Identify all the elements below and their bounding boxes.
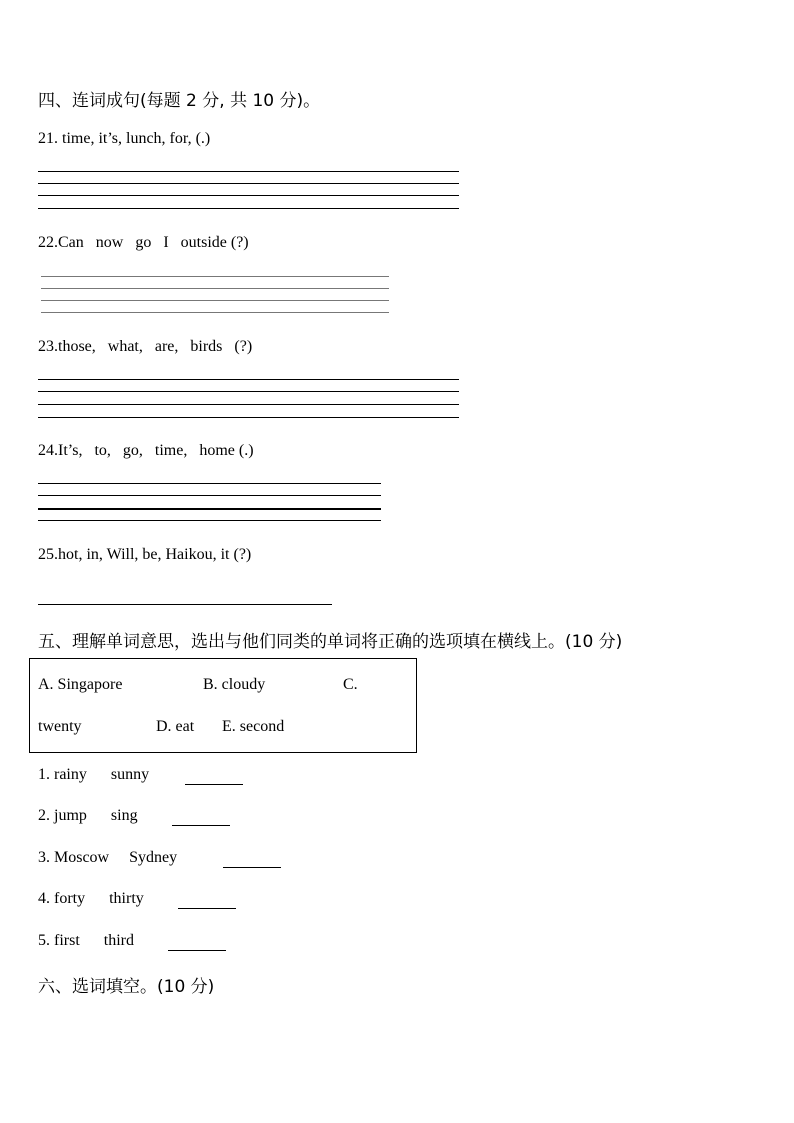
item-2: [38, 807, 138, 825]
answer-blank[interactable]: [178, 908, 236, 909]
answer-line: [38, 508, 381, 510]
option-c: C.: [343, 676, 358, 693]
answer-line: [38, 495, 381, 496]
answer-line: [38, 604, 332, 605]
answer-line: [38, 195, 459, 196]
question-24: 24.It’s, to, go, time, home (.): [38, 442, 254, 459]
answer-line: [38, 183, 459, 184]
answer-blank[interactable]: [172, 825, 230, 826]
answer-line: [41, 312, 389, 313]
answer-line: [38, 391, 459, 392]
item-5: [38, 932, 134, 950]
option-d: D. eat: [156, 718, 195, 735]
question-23: 23.those, what, are, birds (?): [38, 338, 253, 355]
answer-blank[interactable]: [168, 950, 226, 951]
answer-line: [38, 171, 459, 172]
answer-line: [41, 300, 389, 301]
answer-line: [38, 520, 381, 521]
section4-heading: 四、连词成句(每题 2 分, 共 10 分)。: [38, 91, 321, 111]
answer-line: [41, 276, 389, 277]
section5-heading: 五、理解单词意思，选出与他们同类的单词将正确的选项填在横线上。(10 分): [38, 632, 623, 652]
answer-line: [38, 417, 459, 418]
question-21: 21. time, it’s, lunch, for, (.): [38, 130, 211, 147]
item-words: 1. rainy sunny: [38, 766, 150, 783]
item-4: [38, 890, 144, 908]
question-22: 22.Can now go I outside (?): [38, 234, 249, 251]
answer-line: [38, 208, 459, 209]
option-b: B. cloudy: [203, 676, 266, 693]
answer-line: [38, 379, 459, 380]
answer-line: [38, 404, 459, 405]
option-a: A. Singapore: [38, 676, 123, 693]
item-words: 5. first third: [38, 932, 134, 949]
option-e: E. second: [222, 718, 285, 735]
option-c-word: twenty: [38, 718, 82, 735]
answer-line: [38, 483, 381, 484]
section6-heading: 六、选词填空。(10 分): [38, 977, 215, 997]
item-words: 2. jump sing: [38, 807, 138, 824]
answer-blank[interactable]: [185, 784, 243, 785]
item-words: 3. Moscow Sydney: [38, 849, 178, 866]
item-1: [38, 766, 149, 784]
item-words: 4. forty thirty: [38, 890, 144, 907]
answer-line: [41, 288, 389, 289]
item-3: [38, 849, 177, 867]
answer-blank[interactable]: [223, 867, 281, 868]
options-box: [29, 658, 417, 753]
question-25: 25.hot, in, Will, be, Haikou, it (?): [38, 546, 252, 563]
